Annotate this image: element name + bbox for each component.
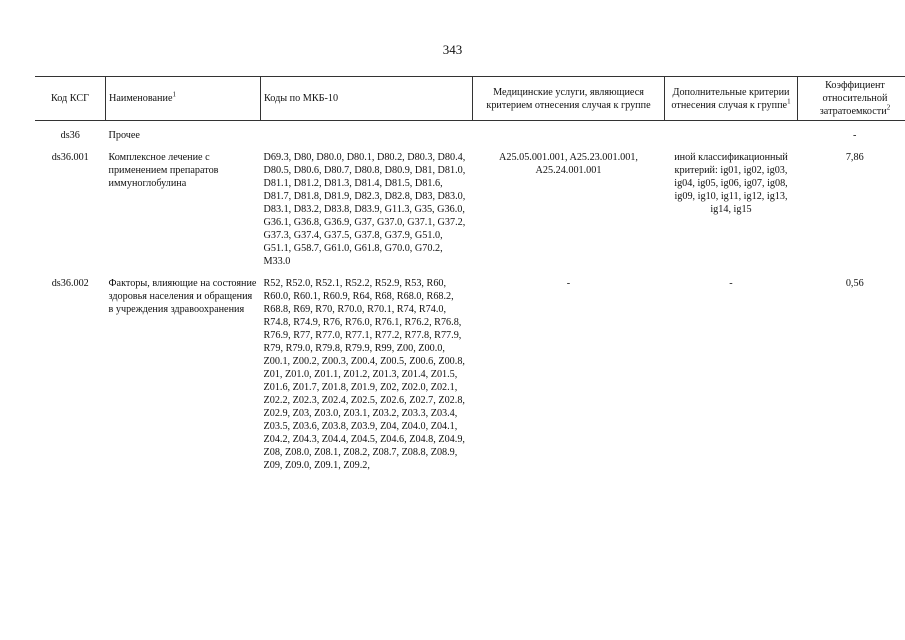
row-services [473,129,665,151]
row-icd-codes: R52, R52.0, R52.1, R52.2, R52.9, R53, R60, R60.0, R60.1, R60.9, R64, R68, R68.0, R68.2, R68.8, R69, R70, R70.0, R70.1, R74, R74.0, R74.8, R74.9, R76, R76.0, R76.1, R76.2, R76.8, R76.9, R77, R77.0, R77.1, R77.2, R77.8, R77.9, R79, R79.0, R79.8, R79.9, R99, Z00, Z00.0, Z00.1, Z00.2, Z00.3, Z00.4, Z00.5, Z00.6, Z00.8, Z01, Z01.0, Z01.1, Z01.2, Z01.3, Z01.4, Z01.5, Z01.6, Z01.7, Z01.8, Z01.9, Z02, Z02.0, Z02.1, Z02.2, Z02.3, Z02.4, Z02.5, Z02.6, Z02.7, Z02.8, Z02.9, Z03, Z03.0, Z03.1, Z03.2, Z03.3, Z03.4, Z03.5, Z03.6, Z03.8, Z03.9, Z04, Z04.0, Z04.1, Z04.2, Z04.3, Z04.4, Z04.5, Z04.6, Z04.8, Z04.9, Z08, Z08.0, Z08.1, Z08.2, Z08.7, Z08.8, Z08.9, Z09, Z09.0, Z09.1, Z09.2, [263,278,465,471]
row-icd-codes [261,129,473,151]
row-name: Комплексное лечение с применением препаратов иммуноглобулина [108,152,219,189]
row-services: A25.05.001.001, A25.23.001.001, A25.24.001.001 [499,152,638,176]
row-icd-codes: D69.3, D80, D80.0, D80.1, D80.2, D80.3, D80.4, D80.5, D80.6, D80.7, D80.8, D80.9, D81, D81.0, D81.1, D81.2, D81.3, D81.4, D81.5, D81.6, D81.7, D81.8, D81.9, D82.3, D82.8, D83, D83.0, D83.1, D83.2, D83.8, D83.9, G11.3, G35, G36.0, G36.1, G36.8, G36.9, G37, G37.0, G37.1, G37.2, G37.3, G37.4, G37.5, G37.8, G37.9, G51.0, G51.1, G58.7, G61.0, G61.8, G70.0, G70.2, M33.0 [263,152,466,267]
table-row [35,129,905,151]
row-name: Прочее [108,130,140,141]
row-code: ds36 [60,130,80,141]
header-icd: Коды по МКБ-10 [261,77,473,121]
row-additional: иной классификационный критерий: ig01, ig02, ig03, ig04, ig05, ig06, ig07, ig08, ig09, ig10, ig11, ig12, ig13, ig14, ig15 [674,152,788,215]
header-coefficient: Коэффициент относительной затратоемкости$^2$ [798,77,905,121]
header-services: Медицинские услуги, являющиеся критерием отнесения случая к группе [473,77,665,121]
row-code: ds36.001 [51,152,89,163]
table-header-row [35,77,905,121]
row-additional [665,129,798,151]
row-name: Факторы, влияющие на состояние здоровья населения и обращения в учреждения здравоохранения [108,278,257,315]
ksg-table [35,76,905,481]
footnote-marker: 1 [787,97,791,106]
footnote-marker: 2 [886,103,891,112]
row-coefficient: 0,56 [845,278,864,289]
header-code: Код КСГ [35,77,106,121]
table-row [35,151,905,277]
row-code: ds36.002 [51,278,89,289]
row-coefficient: 7,86 [845,152,864,163]
row-services: - [566,278,571,289]
header-name: Наименование$^1$ [106,77,261,121]
row-coefficient: - [853,130,857,141]
footnote-marker: 1 [172,90,176,99]
row-additional: - [729,278,733,289]
page-number: 343 [442,42,463,57]
table-row [35,277,905,481]
header-additional: Дополнительные критерии отнесения случая к группе$^1$ [665,77,798,121]
